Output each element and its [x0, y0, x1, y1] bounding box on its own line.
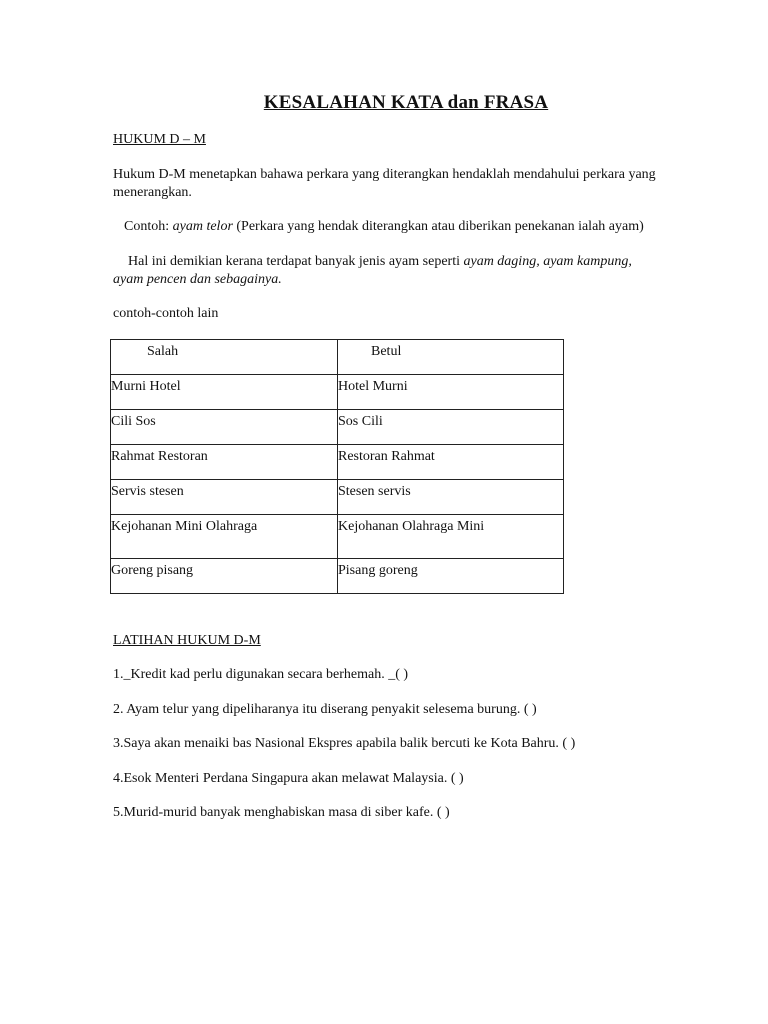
- exercise-item-2: 2. Ayam telur yang dipeliharanya itu diserang penyakit selesema burung. ( ): [113, 702, 537, 717]
- example-prefix: Contoh:: [124, 219, 173, 234]
- table-cell-betul: Restoran Rahmat: [338, 445, 564, 480]
- table-header-salah: Salah: [111, 340, 338, 375]
- example-suffix: (Perkara yang hendak diterangkan atau diberikan penekanan ialah ayam): [232, 219, 644, 234]
- exercise-item-5: 5.Murid-murid banyak menghabiskan masa di siber kafe. ( ): [113, 805, 450, 820]
- paragraph-definition-line-1: Hukum D-M menetapkan bahawa perkara yang diterangkan hendaklah mendahului perkara yang: [113, 167, 656, 182]
- section-heading-latihan: LATIHAN HUKUM D-M: [113, 633, 261, 648]
- example-sentence: [124, 218, 644, 236]
- table-row: [111, 480, 564, 515]
- table-cell-betul: Pisang goreng: [338, 559, 564, 594]
- table-cell-betul: Stesen servis: [338, 480, 564, 515]
- table-row: [111, 375, 564, 410]
- table-cell-salah: Servis stesen: [111, 480, 338, 515]
- exercise-item-3: 3.Saya akan menaiki bas Nasional Ekspres apabila balik bercuti ke Kota Bahru. ( ): [113, 736, 576, 751]
- explanation-italic-2: ayam pencen dan sebagainya.: [113, 272, 282, 287]
- table-row: [111, 410, 564, 445]
- table-cell-salah: Murni Hotel: [111, 375, 338, 410]
- section-heading-hukum-dm: HUKUM D – M: [113, 132, 206, 147]
- document-title: KESALAHAN KATA dan FRASA: [263, 92, 549, 113]
- other-examples-label: contoh-contoh lain: [113, 306, 219, 321]
- table-cell-betul: Hotel Murni: [338, 375, 564, 410]
- table-cell-salah: Goreng pisang: [111, 559, 338, 594]
- table-cell-betul: Kejohanan Olahraga Mini: [338, 515, 564, 559]
- explanation-italic-1: ayam daging, ayam kampung,: [463, 254, 632, 269]
- table-row: [111, 445, 564, 480]
- exercise-item-1: 1._Kredit kad perlu digunakan secara berhemah. _( ): [113, 667, 409, 682]
- table-cell-betul: Sos Cili: [338, 410, 564, 445]
- example-italic: ayam telor: [172, 219, 233, 234]
- table-row: [111, 515, 564, 559]
- table-cell-salah: Kejohanan Mini Olahraga: [111, 515, 338, 559]
- table-cell-salah: Cili Sos: [111, 410, 338, 445]
- exercise-item-4: 4.Esok Menteri Perdana Singapura akan melawat Malaysia. ( ): [113, 771, 464, 786]
- table-header-betul: Betul: [338, 340, 564, 375]
- table-header-row: [111, 340, 564, 375]
- paragraph-explanation-line-2: [113, 271, 282, 289]
- examples-table: [110, 339, 564, 594]
- paragraph-definition-line-2: menerangkan.: [113, 185, 192, 200]
- paragraph-explanation-line-1: [128, 253, 632, 271]
- table-row: [111, 559, 564, 594]
- table-cell-salah: Rahmat Restoran: [111, 445, 338, 480]
- explanation-text: Hal ini demikian kerana terdapat banyak jenis ayam seperti: [128, 254, 464, 269]
